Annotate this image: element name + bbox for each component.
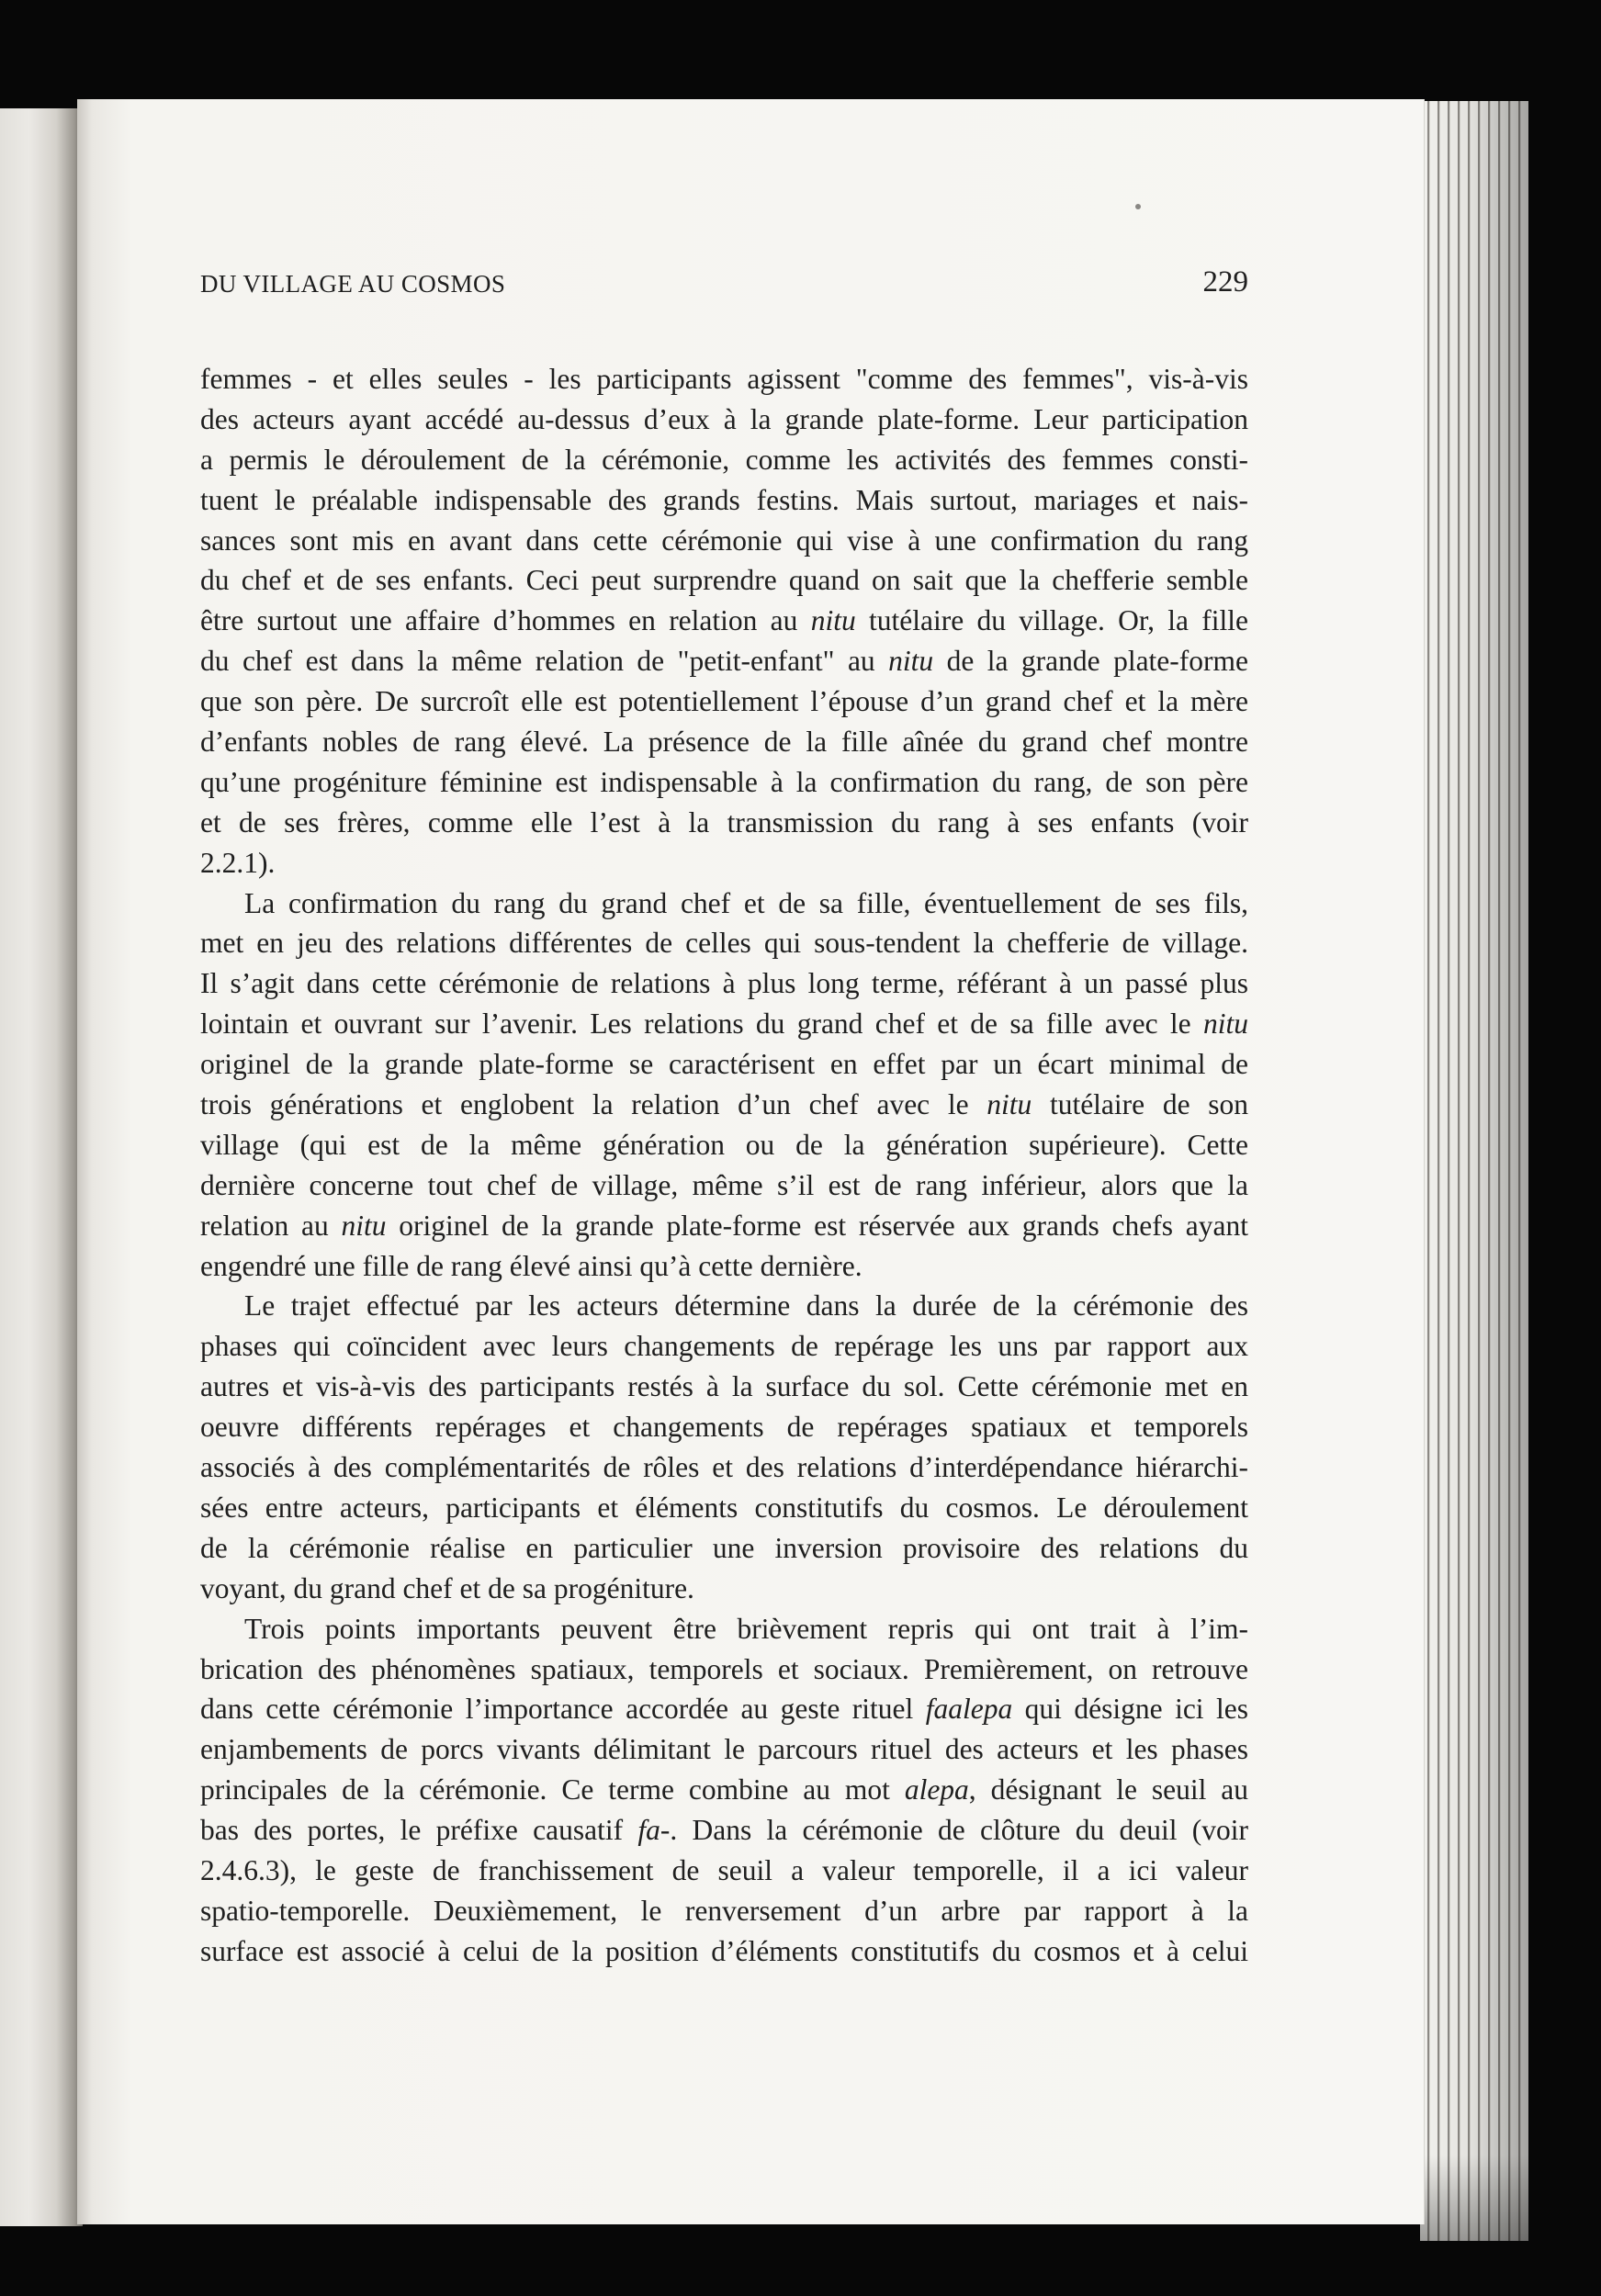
text-run: , désignant le seuil au [968, 1773, 1248, 1806]
text-run: du chef et de ses enfants. Ceci peut surprendre quand on sait que la chefferie semble [200, 564, 1248, 597]
text-line [200, 521, 1248, 561]
text-line [200, 1931, 1248, 1972]
text-run: dans cette cérémonie l’importance accordée au geste rituel [200, 1693, 926, 1726]
text-run: lointain et ouvrant sur l’avenir. Les relations du grand chef et de sa fille avec le [200, 1007, 1203, 1041]
text-line [200, 762, 1248, 803]
text-line [200, 1286, 1248, 1326]
text-line [200, 440, 1248, 480]
italic-term: nitu [341, 1209, 387, 1242]
italic-term: nitu [1202, 1007, 1248, 1041]
page-edges-stack [1420, 101, 1528, 2241]
text-line [200, 560, 1248, 601]
text-run: 2.4.6.3), le geste de franchissement de seuil a valeur temporelle, il a ici valeur [200, 1853, 1248, 1886]
text-run: sances sont mis en avant dans cette cérémonie qui vise à une confirmation du rang [200, 523, 1248, 557]
text-run: et de ses frères, comme elle l’est à la transmission du rang à ses enfants (voir [200, 805, 1248, 838]
text-run: autres et vis-à-vis des participants restés à la surface du sol. Cette cérémonie met en [200, 1370, 1248, 1403]
text-run: principales de la cérémonie. Ce terme combine au mot [200, 1773, 905, 1806]
text-line [200, 641, 1248, 681]
text-line [200, 1488, 1248, 1528]
text-line [200, 1810, 1248, 1851]
text-line [200, 1609, 1248, 1649]
text-run: tutélaire de son [1032, 1088, 1248, 1121]
paragraph [200, 1609, 1248, 1972]
text-run: surface est associé à celui de la position d’éléments constitutifs du cosmos et à celui [200, 1934, 1248, 1967]
text-line [200, 923, 1248, 963]
text-line [200, 1447, 1248, 1488]
text-line [200, 1729, 1248, 1770]
text-run: femmes - et elles seules - les participants agissent "comme des femmes", vis-à-vis [200, 363, 1248, 395]
text-line [200, 1246, 1248, 1287]
text-line [200, 963, 1248, 1004]
text-run: met en jeu des relations différentes de celles qui sous-tendent la chefferie de village. [200, 927, 1248, 960]
text-run: trois générations et englobent la relation d’un chef avec le [200, 1088, 987, 1121]
page-number: 229 [1202, 265, 1248, 298]
text-line [200, 681, 1248, 722]
text-line [200, 722, 1248, 762]
text-line [200, 1689, 1248, 1729]
text-line [200, 1044, 1248, 1085]
text-line [200, 601, 1248, 641]
text-line [200, 1085, 1248, 1125]
text-run: du chef est dans la même relation de "petit-enfant" au [200, 645, 889, 678]
italic-term: faalepa [925, 1693, 1013, 1726]
text-run: dernière concerne tout chef de village, même s’il est de rang inférieur, alors que la [200, 1168, 1248, 1201]
text-run: voyant, du grand chef et de sa progéniture. [200, 1571, 694, 1604]
text-run: originel de la grande plate-forme est réservée aux grands chefs ayant [386, 1209, 1248, 1242]
text-line [200, 359, 1248, 400]
paragraph [200, 1286, 1248, 1608]
italic-term: nitu [987, 1088, 1032, 1121]
text-line [200, 1851, 1248, 1891]
text-run: associés à des complémentarités de rôles et des relations d’interdépendance hiérarchi- [200, 1451, 1248, 1484]
italic-term: alepa [904, 1773, 969, 1806]
text-run: de la grande plate-forme [933, 645, 1248, 678]
text-run: Le trajet effectué par les acteurs détermine dans la durée de la cérémonie des [244, 1289, 1248, 1322]
text-line [200, 1326, 1248, 1367]
text-run: relation au [200, 1209, 342, 1242]
text-run: originel de la grande plate-forme se caractérisent en effet par un écart minimal de [200, 1048, 1248, 1081]
text-line [200, 480, 1248, 521]
dust-speck [1135, 204, 1141, 209]
paragraph [200, 359, 1248, 884]
text-line [200, 1367, 1248, 1407]
text-line [200, 843, 1248, 884]
text-run: phases qui coïncident avec leurs changements de repérage les uns par rapport aux [200, 1330, 1248, 1363]
text-line [200, 1206, 1248, 1246]
text-run: des acteurs ayant accédé au-dessus d’eux à la grande plate-forme. Leur participation [200, 402, 1248, 435]
text-run: d’enfants nobles de rang élevé. La présence de la fille aînée du grand chef montre [200, 726, 1248, 759]
text-run: . Dans la cérémonie de clôture du deuil (voir [670, 1814, 1248, 1847]
text-run: a permis le déroulement de la cérémonie, comme les activités des femmes consti- [200, 443, 1248, 476]
italic-term: nitu [888, 645, 934, 678]
text-run: spatio-temporelle. Deuxièmement, le renversement d’un arbre par rapport à la [200, 1894, 1248, 1927]
italic-term: nitu [810, 604, 856, 637]
text-run: qu’une progéniture féminine est indispensable à la confirmation du rang, de son père [200, 765, 1248, 798]
text-line [200, 1770, 1248, 1810]
text-run: village (qui est de la même génération ou de la génération supérieure). Cette [200, 1128, 1248, 1161]
text-run: de la cérémonie réalise en particulier une inversion provisoire des relations du [200, 1531, 1248, 1564]
text-run: enjambements de porcs vivants délimitant le parcours rituel des acteurs et les phases [200, 1733, 1248, 1766]
text-line [200, 1165, 1248, 1206]
text-run: Trois points importants peuvent être brièvement repris qui ont trait à l’im- [244, 1612, 1248, 1645]
text-run: brication des phénomènes spatiaux, temporels et sociaux. Premièrement, on retrouve [200, 1652, 1248, 1685]
text-run: bas des portes, le préfixe causatif [200, 1814, 638, 1847]
text-run: 2.2.1). [200, 846, 276, 879]
italic-term: fa- [637, 1814, 671, 1847]
text-run: engendré une fille de rang élevé ainsi qu’à cette dernière. [200, 1249, 863, 1282]
text-line [200, 1569, 1248, 1609]
text-line [200, 1125, 1248, 1165]
book-page [77, 99, 1424, 2224]
text-run: La confirmation du rang du grand chef et de sa fille, éventuellement de ses fils, [244, 886, 1248, 919]
text-run: tutélaire du village. Or, la fille [855, 604, 1249, 637]
text-line [200, 1649, 1248, 1690]
text-run: Il s’agit dans cette cérémonie de relations à plus long terme, référant à un passé plus [200, 967, 1248, 1000]
running-head: DU VILLAGE AU COSMOS [200, 270, 506, 298]
text-line [200, 803, 1248, 843]
text-line [200, 1528, 1248, 1569]
text-line [200, 1891, 1248, 1931]
text-run: que son père. De surcroît elle est potentiellement l’épouse d’un grand chef et la mère [200, 685, 1248, 718]
body-text [200, 359, 1248, 1972]
text-line [200, 400, 1248, 440]
text-line [200, 884, 1248, 924]
facing-page-edge [0, 108, 83, 2226]
text-run: qui désigne ici les [1012, 1693, 1248, 1726]
paragraph [200, 884, 1248, 1287]
text-run: tuent le préalable indispensable des grands festins. Mais surtout, mariages et nais- [200, 483, 1248, 516]
text-run: être surtout une affaire d’hommes en relation au [200, 604, 811, 637]
text-run: oeuvre différents repérages et changements de repérages spatiaux et temporels [200, 1411, 1248, 1444]
text-line [200, 1407, 1248, 1447]
text-run: sées entre acteurs, participants et éléments constitutifs du cosmos. Le déroulement [200, 1491, 1248, 1524]
text-line [200, 1004, 1248, 1044]
